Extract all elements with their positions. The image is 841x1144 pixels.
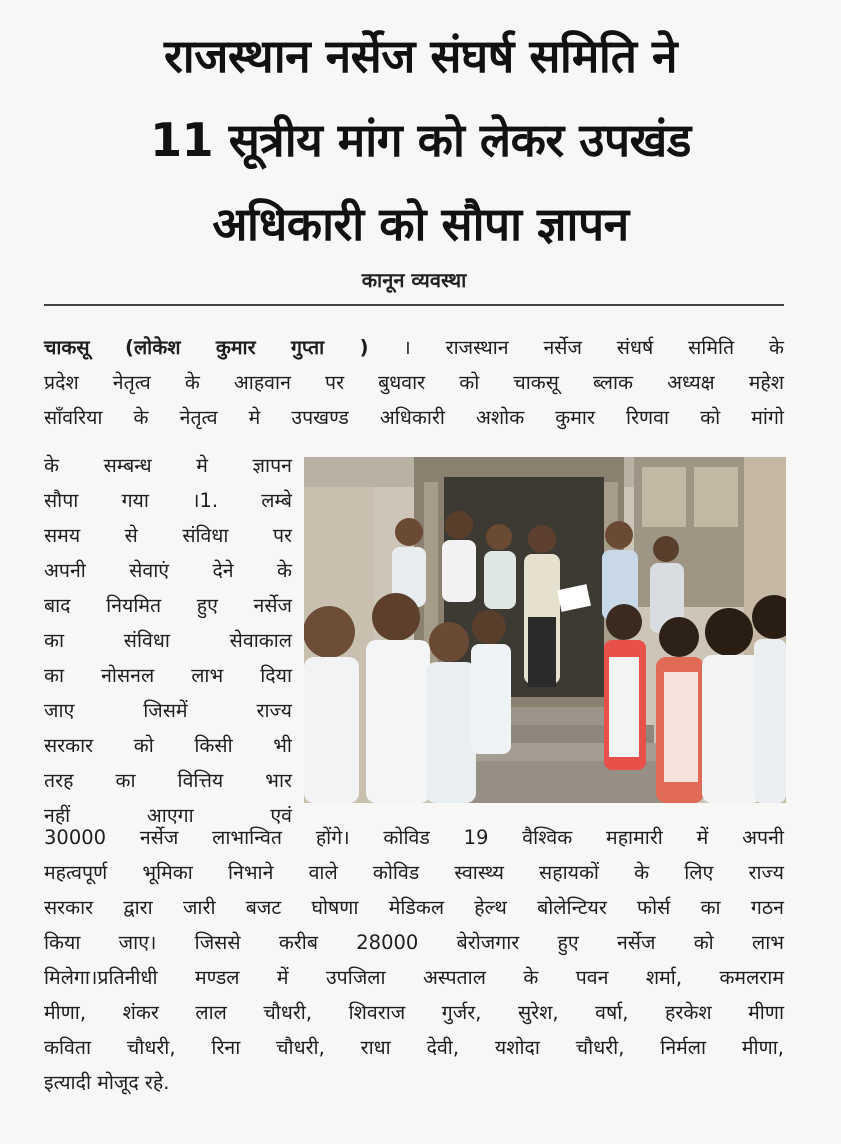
bottom-line: महत्वपूर्ण भूमिका निभाने वाले कोविड स्वास्थ्य सहायकों के लिए राज्य — [44, 861, 784, 884]
headline-line-1: राजस्थान नर्सेज संघर्ष समिति ने — [163, 29, 678, 83]
headline — [20, 14, 821, 266]
bottom-line: 30000 नर्सेज लाभान्वित होंगे। कोविड 19 वैश्विक महामारी में अपनी — [44, 826, 784, 849]
article-side-column — [44, 448, 292, 833]
side-line: सरकार को किसी भी — [44, 734, 292, 757]
bottom-line: कविता चौधरी, रिना चौधरी, राधा देवी, यशोदा चौधरी, निर्मला मीणा, — [44, 1036, 784, 1059]
bottom-line: सरकार द्वारा जारी बजट घोषणा मेडिकल हेल्थ बोलेन्टियर फोर्स का गठन — [44, 896, 784, 919]
section-label: कानून व्यवस्था — [361, 268, 467, 292]
side-line: नहीं आएगा एवं — [44, 804, 292, 827]
article-line — [44, 330, 784, 365]
intro-line-2: साँवरिया के नेतृत्व मे उपखण्ड अधिकारी अशोक कुमार रिणवा को मांगो — [44, 406, 784, 429]
side-line: के सम्बन्ध मे ज्ञापन — [44, 454, 292, 477]
bottom-line: इत्यादी मोजूद रहे. — [44, 1071, 170, 1094]
side-line: तरह का वित्तिय भार — [44, 769, 292, 792]
intro-line-0: । राजस्थान नर्सेज संधर्ष समिति के — [403, 336, 784, 359]
news-photo — [304, 457, 786, 803]
side-line: बाद नियमित हुए नर्सेज — [44, 594, 292, 617]
side-line: जाए जिसमें राज्य — [44, 699, 292, 722]
side-line: अपनी सेवाएं देने के — [44, 559, 292, 582]
article-intro — [44, 330, 784, 435]
article-continuation — [44, 820, 784, 1100]
photo-illustration — [304, 457, 786, 803]
byline: चाकसू (लोकेश कुमार गुप्ता ) — [44, 336, 369, 359]
section-header — [44, 262, 784, 312]
side-line: का संविधा सेवाकाल — [44, 629, 292, 652]
bottom-line: मीणा, शंकर लाल चौधरी, शिवराज गुर्जर, सुरेश, वर्षा, हरकेश मीणा — [44, 1001, 784, 1024]
side-line: सौपा गया ।1. लम्बे — [44, 489, 292, 512]
headline-line-2: 11 सूत्रीय मांग को लेकर उपखंड — [150, 113, 691, 167]
bottom-line: किया जाए। जिससे करीब 28000 बेरोजगार हुए नर्सेज को लाभ — [44, 931, 784, 954]
section-divider — [44, 304, 784, 306]
headline-line-3: अधिकारी को सौपा ज्ञापन — [212, 197, 629, 251]
side-line: समय से संविधा पर — [44, 524, 292, 547]
intro-line-1: प्रदेश नेतृत्व के आहवान पर बुधवार को चाकसू ब्लाक अध्यक्ष महेश — [44, 371, 784, 394]
side-line: का नोसनल लाभ दिया — [44, 664, 292, 687]
bottom-line: मिलेगा।प्रतिनीधी मण्डल में उपजिला अस्पताल के पवन शर्मा, कमलराम — [44, 966, 784, 989]
